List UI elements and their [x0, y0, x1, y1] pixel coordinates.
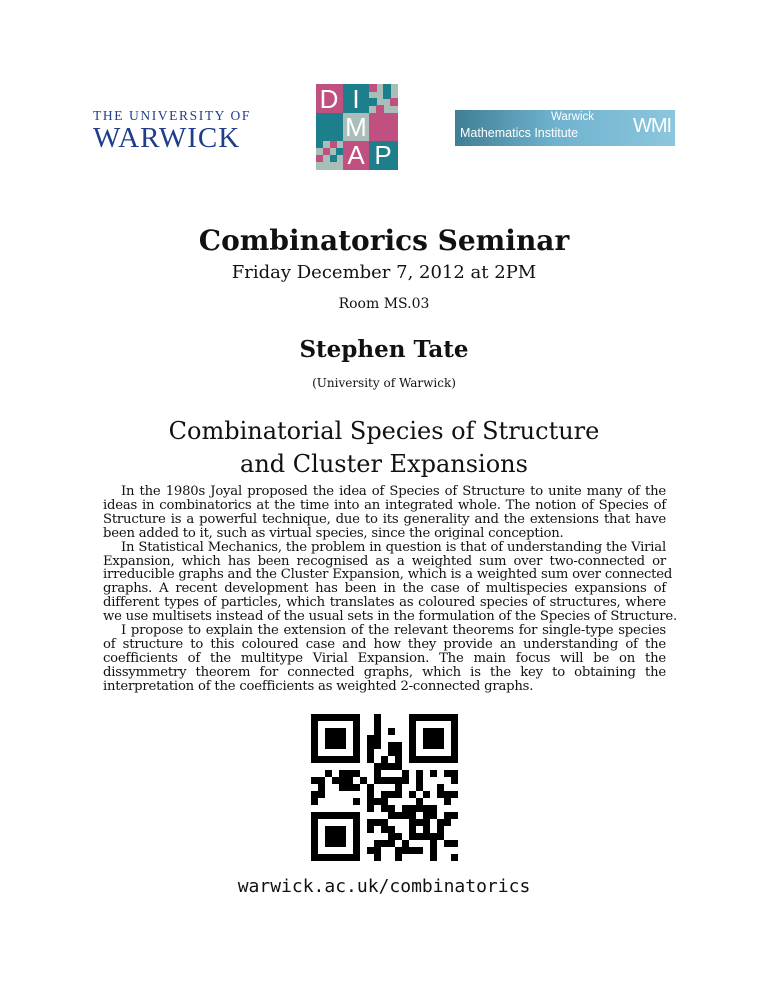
dimap-letter: A: [347, 140, 365, 170]
abstract-line: Expansion, which has been recognised as a weighted sum over two-connected or: [103, 553, 666, 569]
wmi-mark: WMI: [633, 115, 672, 137]
abstract-line: irreducible graphs and the Cluster Expansion, which is a weighted sum over connected: [103, 567, 673, 583]
abstract-line: interpretation of the coefficients as weighted 2-connected graphs.: [103, 678, 534, 694]
warwick-mathematics-institute-logo: [455, 110, 675, 146]
wmi-line2: Mathematics Institute: [460, 126, 579, 140]
speaker-name: Stephen Tate: [299, 336, 469, 363]
seminar-url[interactable]: warwick.ac.uk/combinatorics: [237, 876, 531, 897]
logo-line2: WARWICK: [93, 122, 241, 154]
seminar-room: Room MS.03: [338, 296, 430, 312]
abstract-line: we use multisets instead of the usual sets in the formulation of the Species of Structure.: [103, 609, 677, 625]
abstract-line: I propose to explain the extension of the relevant theorems for single-type species: [121, 623, 666, 639]
speaker-affiliation: (University of Warwick): [312, 376, 456, 390]
dimap-logo: [316, 84, 398, 170]
abstract-line: ideas in combinatorics at the time into an integrated whole. The notion of Species of: [103, 497, 666, 513]
qr-code[interactable]: [311, 714, 458, 861]
abstract-line: of structure to this coloured case and how they provide an understanding of the: [103, 636, 666, 652]
abstract-line: coefficients of the multitype Virial Expansion. The main focus will be on the: [103, 650, 666, 666]
wmi-line1: Warwick: [551, 111, 595, 123]
talk-title-line1: Combinatorial Species of Structure: [168, 417, 600, 445]
talk-title-line2: and Cluster Expansions: [240, 450, 528, 478]
logo-line1: THE UNIVERSITY OF: [93, 108, 251, 123]
page-title: Combinatorics Seminar: [198, 224, 570, 257]
dimap-letter: D: [319, 84, 339, 114]
abstract-line: been added to it, such as virtual species, since the original conception.: [103, 525, 564, 541]
dimap-letter: M: [345, 112, 367, 142]
abstract-line: In the 1980s Joyal proposed the idea of Species of Structure to unite many of the: [121, 484, 666, 499]
abstract-line: In Statistical Mechanics, the problem in question is that of understanding the Virial: [121, 539, 666, 555]
seminar-date: Friday December 7, 2012 at 2PM: [231, 262, 537, 283]
dimap-letter: P: [374, 140, 392, 170]
abstract-line: Structure is a powerful technique, due to its generality and the extensions that have: [103, 511, 666, 527]
university-of-warwick-logo: [93, 108, 269, 152]
abstract-line: different types of particles, which translates as coloured species of structures, where: [103, 595, 666, 611]
abstract-line: dissymmetry theorem for connected graphs, which is the key to obtaining the: [103, 664, 666, 680]
abstract: [103, 484, 677, 694]
dimap-letter: I: [352, 84, 360, 114]
abstract-line: graphs. A recent development has been in the case of multispecies expansions of: [103, 581, 666, 597]
